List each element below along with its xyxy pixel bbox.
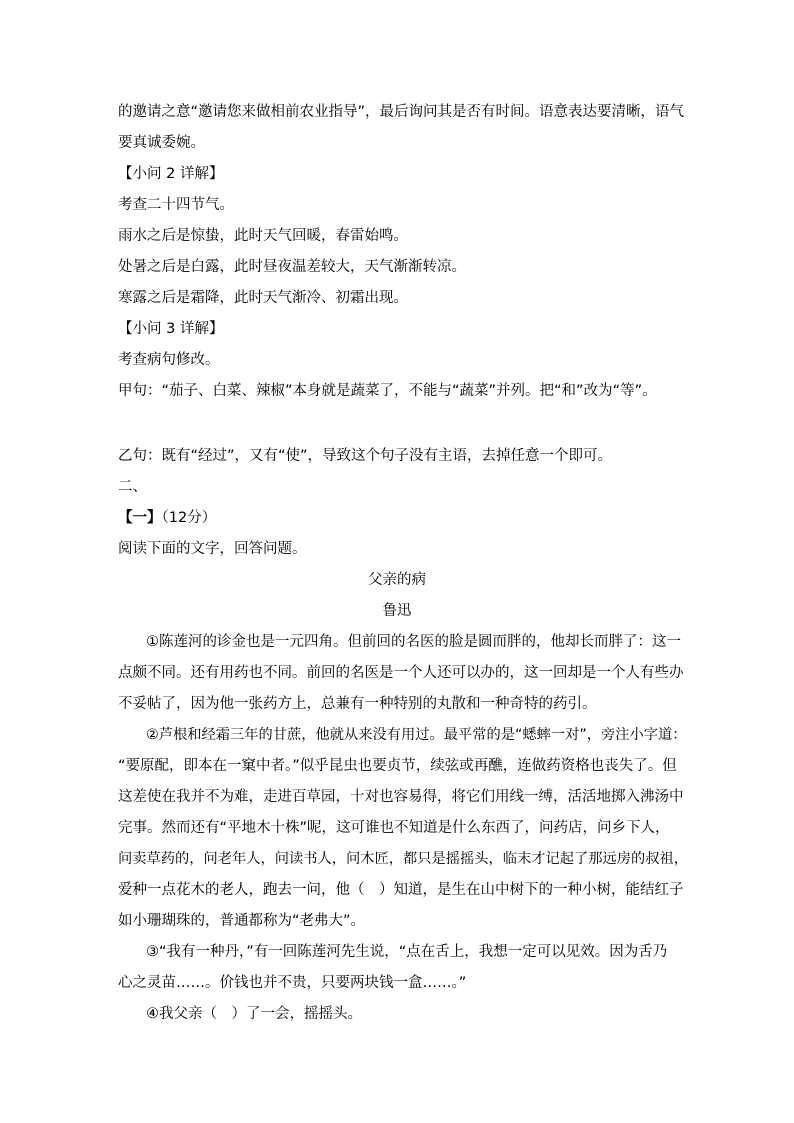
para-2-line-6: 爱种一点花木的老人，跑去一问，他（ ）知道，是生在山中树下的一种小树，能结红子 (118, 882, 684, 898)
q2-line-4: 寒露之后是霜降，此时天气渐冷、初霜出现。 (118, 290, 408, 306)
para-2-line-2: “要原配，即本在一窠中者。”似乎昆虫也要贞节，续弦或再醮，连做药资格也丧失了。但 (118, 758, 677, 774)
sub-score: （12分） (161, 510, 217, 526)
article-title: 父亲的病 (368, 572, 426, 588)
para-2-line-7: 如小珊瑚珠的，普通都称为“老弗大”。 (118, 913, 366, 929)
answer-line-1: 的邀请之意“邀请您来做相前农业指导”，最后询问其是否有时间。语意表达要清晰，语气 (118, 104, 685, 120)
para-2-line-3: 这差使在我并不为难，走进百草园，十对也容易得，将它们用线一缚，活活地掷入沸汤中 (118, 789, 684, 805)
para-2-line-5: 问卖草药的，问老年人，问读书人，问木匠，都只是摇摇头，临末才记起了那远房的叔祖， (118, 851, 689, 867)
q2-line-2: 雨水之后是惊蛰，此时天气回暖，春雷始鸣。 (118, 228, 408, 244)
q3-header: 【小问 3 详解】 (118, 321, 224, 337)
q3-line-2: 甲句：“茄子、白菜、辣椒”本身就是蔬菜了，不能与“蔬菜”并列。把“和”改为“等”。 (118, 383, 657, 399)
para-2-line-1: ②芦根和经霜三年的甘蔗，他就从来没有用过。最平常的是“蟋蟀一对”，旁注小字道： (146, 727, 687, 743)
para-4-line-1: ④我父亲（ ）了一会，摇摇头。 (146, 1006, 362, 1022)
part-two-number: 二、 (118, 479, 147, 495)
para-3-line-2: 心之灵苗……。价钱也并不贵，只要两块钱一盒……。” (118, 975, 467, 991)
para-1-line-3: 不妥帖了，因为他一张药方上，总兼有一种特别的丸散和一种奇特的药引。 (118, 696, 597, 712)
part-two-subheading (118, 508, 216, 528)
para-2-line-4: 完事。然而还有“平地木十株”呢，这可谁也不知道是什么东西了，问药店，问乡下人， (118, 820, 670, 836)
para-3-line-1: ③“我有一种丹，”有一回陈莲河先生说，“点在舌上，我想一定可以见效。因为舌乃 (146, 944, 668, 960)
q2-header: 【小问 2 详解】 (118, 166, 224, 182)
q2-line-1: 考查二十四节气。 (118, 197, 234, 213)
part-two-instruction: 阅读下面的文字，回答问题。 (118, 541, 307, 557)
para-1-line-2: 点颇不同。还有用药也不同。前回的名医是一个人还可以办的，这一回却是一个人有些办 (118, 665, 684, 681)
article-author: 鲁迅 (382, 603, 412, 619)
answer-line-2: 要真诚委婉。 (118, 135, 205, 151)
para-1-line-1: ①陈莲河的诊金也是一元四角。但前回的名医的脸是圆而胖的，他却长而胖了：这一 (146, 634, 681, 650)
sub-label: 【一】 (118, 510, 162, 526)
q3-line-3: 乙句：既有“经过”，又有“使”，导致这个句子没有主语，去掉任意一个即可。 (118, 448, 613, 464)
q2-line-3: 处暑之后是白露，此时昼夜温差较大，天气渐渐转凉。 (118, 259, 466, 275)
q3-line-1: 考查病句修改。 (118, 352, 220, 368)
